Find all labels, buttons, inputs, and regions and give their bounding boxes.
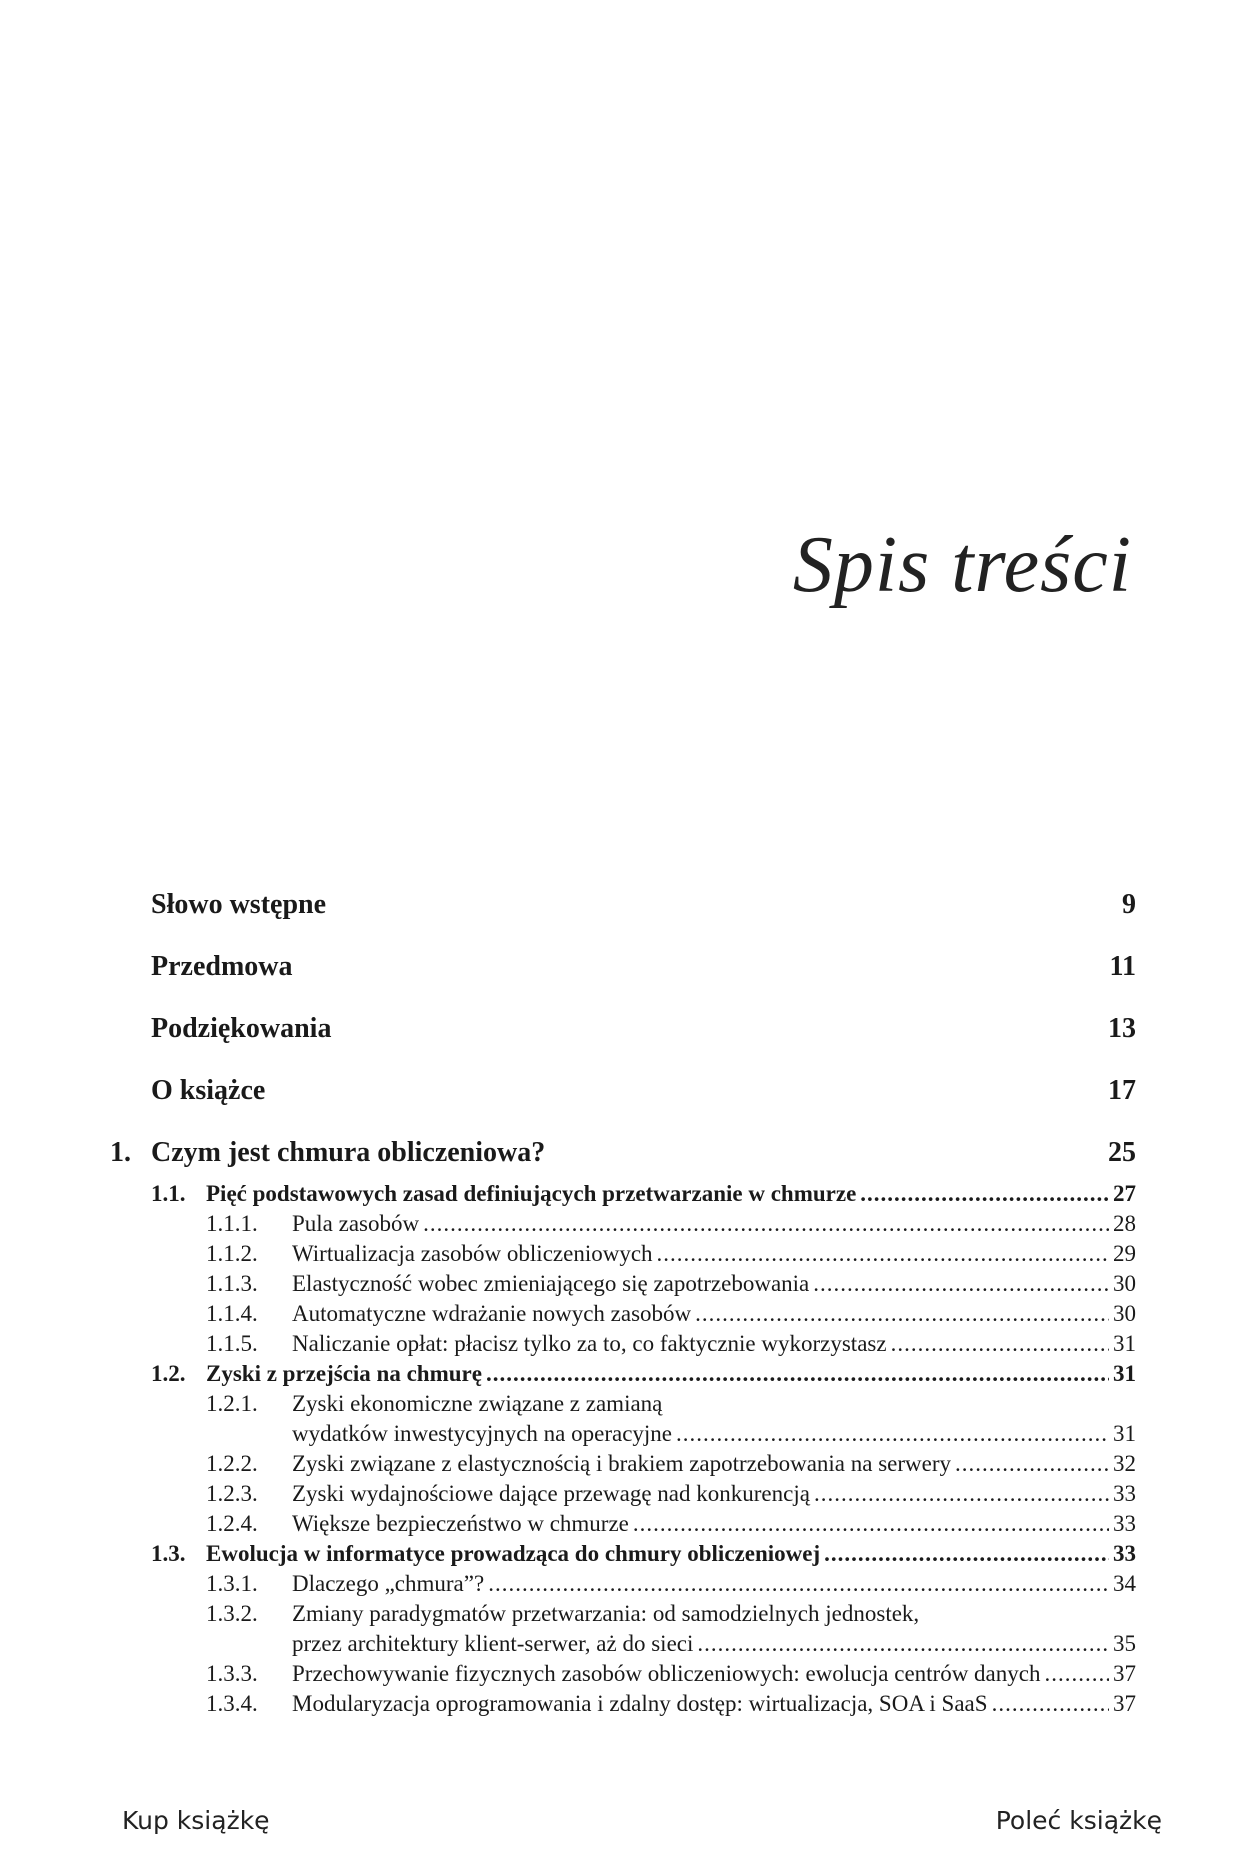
toc-subsection-1-1-5[interactable]	[206, 1329, 1136, 1359]
chapter-page: 25	[1108, 1137, 1136, 1168]
toc-entry-label: O książce	[151, 1075, 266, 1106]
toc-subsection-1-2-4[interactable]	[206, 1509, 1136, 1539]
dot-leader	[860, 1179, 1109, 1209]
toc-entry-label: Przedmowa	[151, 951, 293, 982]
subsection-page: 30	[1113, 1301, 1136, 1326]
buy-book-link[interactable]: Kup książkę	[122, 1806, 270, 1835]
subsection-page: 29	[1113, 1241, 1136, 1266]
toc-subsection-1-2-3[interactable]	[206, 1479, 1136, 1509]
toc-entry-preface[interactable]	[151, 951, 1136, 983]
section-page: 31	[1113, 1361, 1136, 1386]
section-number: 1.3.	[151, 1541, 186, 1566]
chapter-title: Czym jest chmura obliczeniowa?	[151, 1137, 546, 1168]
toc-subsection-1-1-3[interactable]	[206, 1269, 1136, 1299]
toc-entry-label: Podziękowania	[151, 1013, 332, 1044]
subsection-number: 1.1.1.	[206, 1211, 258, 1236]
toc-section-1-2[interactable]	[151, 1359, 1136, 1389]
toc-section-1-1[interactable]	[151, 1179, 1136, 1209]
dot-leader	[695, 1299, 1109, 1329]
toc-subsection-1-3-2-line1[interactable]	[206, 1599, 1136, 1629]
dot-leader	[488, 1569, 1109, 1599]
subsection-number: 1.1.3.	[206, 1271, 258, 1296]
subsection-page: 37	[1113, 1691, 1136, 1716]
subsection-number: 1.1.4.	[206, 1301, 258, 1326]
toc-subsection-1-1-1[interactable]	[206, 1209, 1136, 1239]
toc-entry-page: 13	[1108, 1013, 1136, 1044]
dot-leader	[486, 1359, 1109, 1389]
subsection-number: 1.2.1.	[206, 1391, 258, 1416]
dot-leader	[697, 1629, 1109, 1659]
dot-leader	[423, 1209, 1109, 1239]
subsection-page: 33	[1113, 1511, 1136, 1536]
subsection-label: Modularyzacja oprogramowania i zdalny dostęp: wirtualizacja, SOA i SaaS	[292, 1691, 988, 1716]
subsection-label: Większe bezpieczeństwo w chmurze	[292, 1511, 629, 1536]
subsection-label: Zyski ekonomiczne związane z zamianą	[292, 1391, 663, 1416]
dot-leader	[676, 1419, 1109, 1449]
dot-leader	[814, 1479, 1109, 1509]
toc-subsection-1-1-2[interactable]	[206, 1239, 1136, 1269]
subsection-label: Pula zasobów	[292, 1211, 420, 1236]
toc-subsection-1-2-2[interactable]	[206, 1449, 1136, 1479]
toc-entry-foreword[interactable]	[151, 889, 1136, 921]
toc-subsection-1-3-4[interactable]	[206, 1689, 1136, 1719]
toc-subsection-1-3-1[interactable]	[206, 1569, 1136, 1599]
dot-leader	[992, 1689, 1109, 1719]
toc-subsection-1-3-2-line2[interactable]	[206, 1629, 1136, 1659]
toc-entry-about-book[interactable]	[151, 1075, 1136, 1107]
subsection-number: 1.3.1.	[206, 1571, 258, 1596]
subsection-number: 1.3.4.	[206, 1691, 258, 1716]
subsection-label: Dlaczego „chmura”?	[292, 1571, 485, 1596]
subsection-label: Przechowywanie fizycznych zasobów obliczeniowych: ewolucja centrów danych	[292, 1661, 1041, 1686]
toc-subsection-1-2-1-line2[interactable]	[206, 1419, 1136, 1449]
subsection-label: Zyski wydajnościowe dające przewagę nad konkurencją	[292, 1481, 810, 1506]
toc-chapter-1[interactable]	[110, 1137, 1136, 1169]
section-label: Zyski z przejścia na chmurę	[206, 1361, 482, 1386]
dot-leader	[824, 1539, 1109, 1569]
dot-leader	[657, 1239, 1109, 1269]
dot-leader	[955, 1449, 1109, 1479]
recommend-book-link[interactable]: Poleć książkę	[995, 1806, 1162, 1835]
subsection-page: 28	[1113, 1211, 1136, 1236]
dot-leader	[813, 1269, 1109, 1299]
subsection-label: Naliczanie opłat: płacisz tylko za to, co faktycznie wykorzystasz	[292, 1331, 887, 1356]
dot-leader	[633, 1509, 1109, 1539]
subsection-page: 34	[1113, 1571, 1136, 1596]
chapter-number: 1.	[110, 1137, 131, 1168]
dot-leader	[1044, 1659, 1109, 1689]
subsection-label: Elastyczność wobec zmieniającego się zapotrzebowania	[292, 1271, 810, 1296]
toc-entry-acknowledgements[interactable]	[151, 1013, 1136, 1045]
subsection-label: Automatyczne wdrażanie nowych zasobów	[292, 1301, 692, 1326]
toc-entry-page: 11	[1109, 951, 1136, 982]
toc-subsection-1-2-1-line1[interactable]	[206, 1389, 1136, 1419]
subsection-label: przez architektury klient-serwer, aż do sieci	[292, 1631, 694, 1656]
section-number: 1.1.	[151, 1181, 186, 1206]
section-label: Ewolucja w informatyce prowadząca do chmury obliczeniowej	[206, 1541, 821, 1566]
toc-entry-page: 9	[1122, 889, 1136, 920]
subsection-label: wydatków inwestycyjnych na operacyjne	[292, 1421, 673, 1446]
subsection-page: 37	[1113, 1661, 1136, 1686]
subsection-number: 1.1.2.	[206, 1241, 258, 1266]
subsection-number: 1.3.2.	[206, 1601, 258, 1626]
subsection-page: 31	[1113, 1331, 1136, 1356]
subsection-page: 33	[1113, 1481, 1136, 1506]
toc-subsection-1-3-3[interactable]	[206, 1659, 1136, 1689]
subsection-number: 1.2.2.	[206, 1451, 258, 1476]
subsection-number: 1.2.3.	[206, 1481, 258, 1506]
subsection-label: Wirtualizacja zasobów obliczeniowych	[292, 1241, 653, 1266]
subsection-page: 31	[1113, 1421, 1136, 1446]
subsection-number: 1.2.4.	[206, 1511, 258, 1536]
section-page: 27	[1113, 1181, 1136, 1206]
subsection-label: Zmiany paradygmatów przetwarzania: od samodzielnych jednostek,	[292, 1601, 920, 1626]
toc-entry-page: 17	[1108, 1075, 1136, 1106]
page-title: Spis treści	[792, 521, 1132, 609]
subsection-number: 1.1.5.	[206, 1331, 258, 1356]
section-number: 1.2.	[151, 1361, 186, 1386]
toc-subsection-1-1-4[interactable]	[206, 1299, 1136, 1329]
subsection-page: 30	[1113, 1271, 1136, 1296]
subsection-label: Zyski związane z elastycznością i brakiem zapotrzebowania na serwery	[292, 1451, 952, 1476]
section-page: 33	[1113, 1541, 1136, 1566]
dot-leader	[891, 1329, 1109, 1359]
subsection-page: 32	[1113, 1451, 1136, 1476]
subsection-page: 35	[1113, 1631, 1136, 1656]
subsection-number: 1.3.3.	[206, 1661, 258, 1686]
section-label: Pięć podstawowych zasad definiujących przetwarzanie w chmurze	[206, 1181, 857, 1206]
toc-section-1-3[interactable]	[151, 1539, 1136, 1569]
toc-entry-label: Słowo wstępne	[151, 889, 327, 920]
